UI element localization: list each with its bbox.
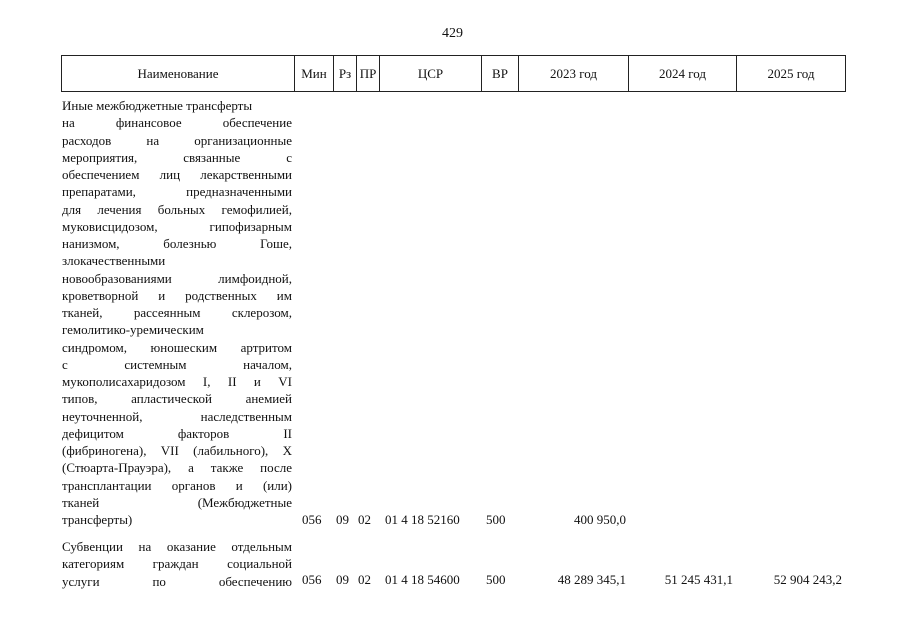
column-header-pr: ПР	[357, 56, 380, 92]
page-number: 429	[442, 26, 463, 41]
cell-vr: 500	[486, 572, 506, 587]
column-header-2024: 2024 год	[629, 56, 737, 92]
name-line: злокачественными	[62, 253, 166, 269]
cell-pr: 02	[358, 572, 371, 587]
cell-min: 056	[302, 512, 322, 527]
cell-2024: 51 245 431,1	[664, 572, 733, 587]
name-line: синдромом, юношеским артритом	[62, 339, 292, 355]
name-line: для лечения больных гемофилией,	[62, 201, 292, 217]
cell-csr: 01 4 18 52160	[385, 512, 460, 527]
name-line: (Стюарта-Прауэра), а также после	[62, 460, 292, 476]
name-line: нанизмом, болезнью Гоше,	[62, 236, 292, 251]
name-line: новообразованиями лимфоидной,	[62, 270, 292, 286]
name-line: препаратами, предназначенными	[62, 184, 292, 200]
name-line: (фибриногена), VII (лабильного), X	[62, 443, 292, 458]
cell-rz: 09	[336, 572, 349, 587]
name-line: кроветворной и родственных им	[62, 287, 292, 303]
name-line: мукополисахаридозом I, II и VI	[62, 374, 292, 389]
column-header-2023: 2023 год	[519, 56, 629, 92]
name-line: Субвенции на оказание отдельным	[62, 539, 292, 554]
name-line: типов, апластической анемией	[62, 391, 292, 407]
name-line: трансплантации органов и (или)	[62, 477, 292, 493]
name-line: с системным началом,	[62, 356, 292, 372]
row-name	[62, 97, 292, 528]
name-line: тканей, рассеянным склерозом,	[62, 305, 292, 320]
cell-pr: 02	[358, 512, 371, 527]
column-header-csr: ЦСР	[380, 56, 482, 92]
name-line: расходов на организационные	[62, 132, 292, 148]
cell-2025: 52 904 243,2	[773, 572, 842, 587]
cell-vr: 500	[486, 512, 506, 527]
cell-2023: 400 950,0	[574, 512, 626, 527]
row-name	[62, 538, 292, 590]
name-line: гемолитико-уремическим	[62, 322, 204, 338]
name-line: неуточненной, наследственным	[62, 408, 292, 424]
name-line: услуги по обеспечению	[62, 573, 292, 589]
cell-min: 056	[302, 572, 322, 587]
cell-2023: 48 289 345,1	[557, 572, 626, 587]
cell-rz: 09	[336, 512, 349, 527]
name-line: муковисцидозом, гипофизарным	[62, 218, 292, 234]
name-line: трансферты)	[62, 512, 133, 527]
name-line: категориям граждан социальной	[62, 556, 292, 572]
column-header-rz: Рз	[334, 56, 357, 92]
name-line: тканей (Межбюджетные	[62, 494, 292, 510]
column-header-2025: 2025 год	[737, 56, 846, 92]
name-line: на финансовое обеспечение	[62, 115, 292, 131]
table-header	[61, 55, 846, 92]
name-line: дефицитом факторов II	[62, 425, 292, 441]
name-line: мероприятия, связанные с	[62, 149, 292, 165]
name-line: Иные межбюджетные трансферты	[62, 98, 253, 113]
cell-csr: 01 4 18 54600	[385, 572, 460, 587]
column-header-vr: ВР	[482, 56, 519, 92]
column-header-name: Наименование	[62, 56, 295, 92]
column-header-min: Мин	[295, 56, 334, 92]
name-line: обеспечением лиц лекарственными	[62, 167, 292, 182]
